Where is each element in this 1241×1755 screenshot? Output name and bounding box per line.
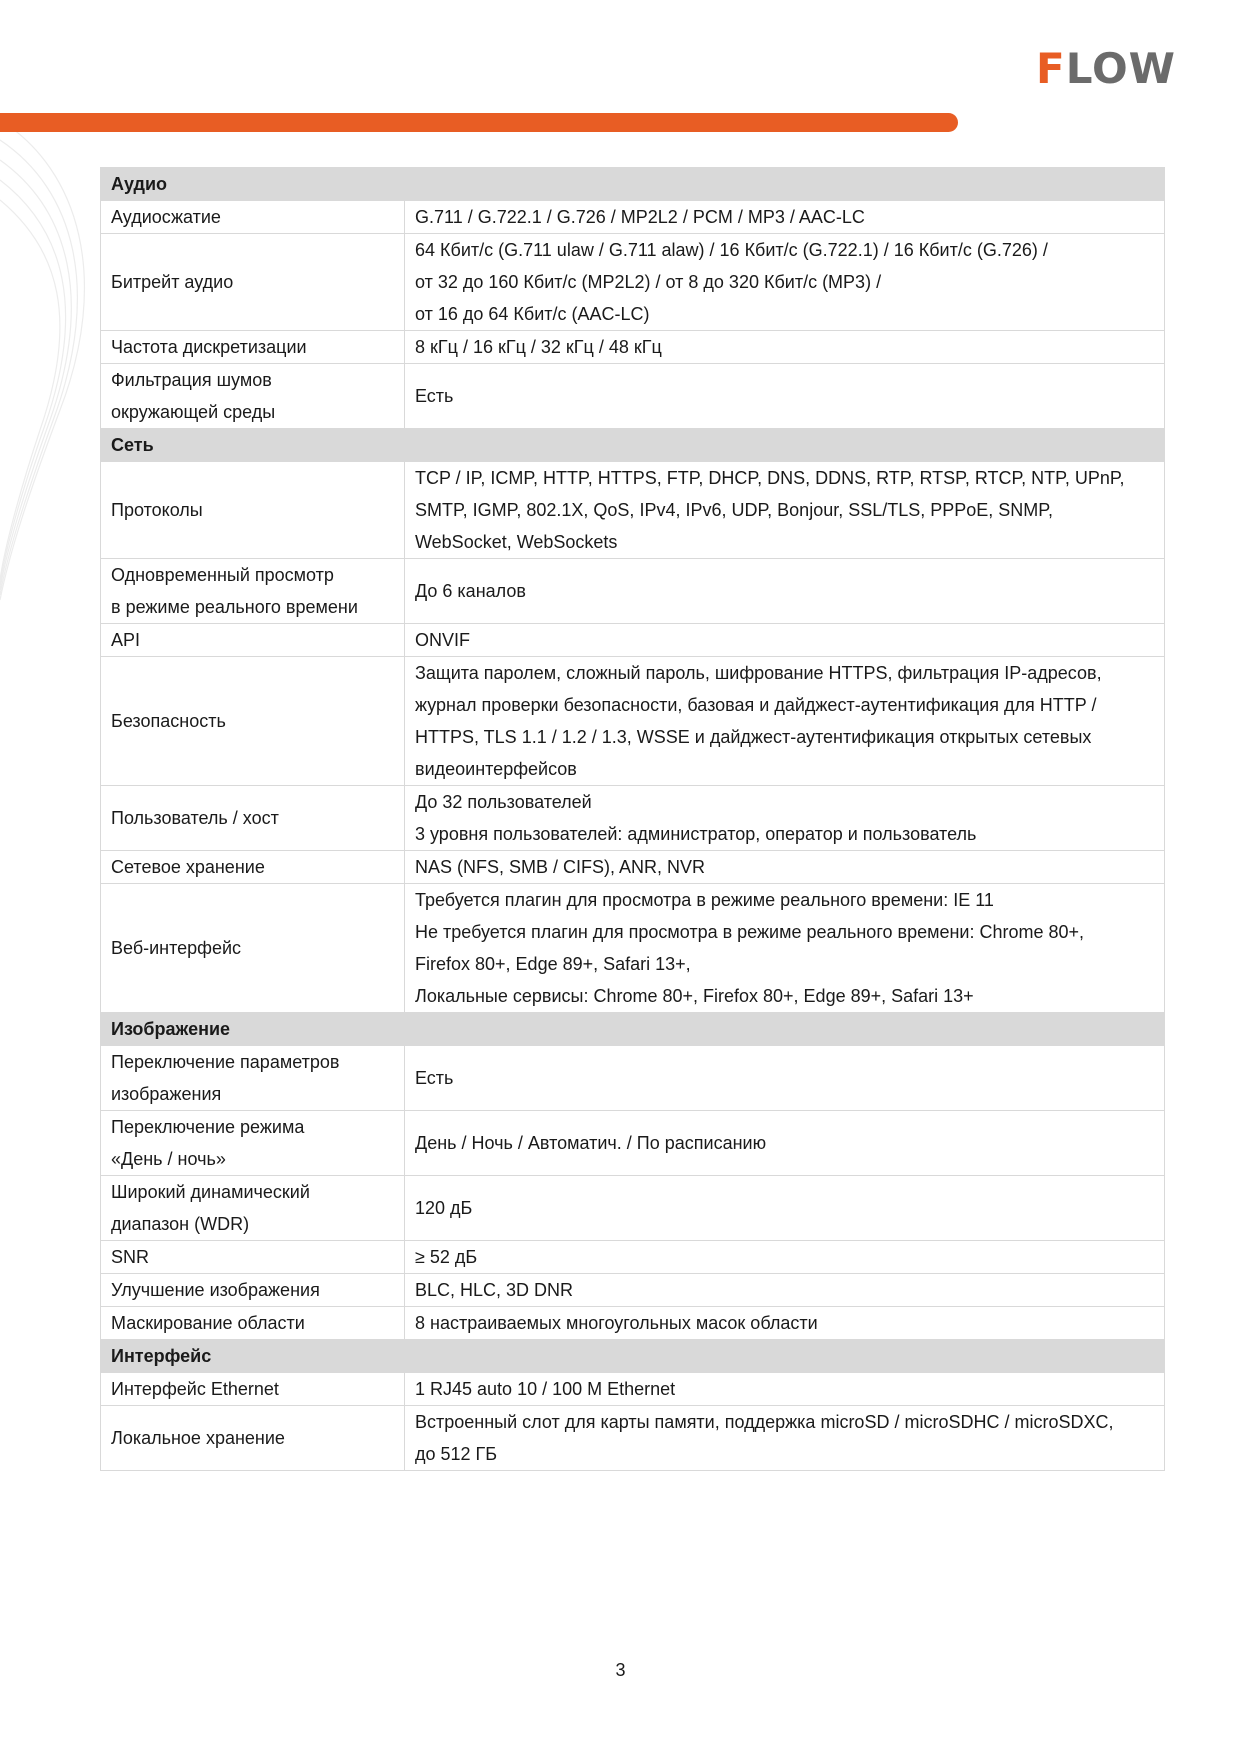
spec-row [101, 657, 1165, 786]
spec-value-cell [405, 1373, 1165, 1406]
spec-row [101, 1274, 1165, 1307]
spec-value: До 32 пользователей [415, 792, 592, 812]
section-header-row [101, 1013, 1165, 1046]
spec-row [101, 559, 1165, 624]
spec-value-cell [405, 657, 1165, 786]
spec-value: HTTPS, TLS 1.1 / 1.2 / 1.3, WSSE и дайджест-аутентификация открытых сетевых [415, 727, 1092, 747]
spec-label: окружающей среды [111, 402, 276, 422]
spec-label: Безопасность [111, 711, 226, 731]
spec-value: 64 Кбит/с (G.711 ulaw / G.711 alaw) / 16 Кбит/с (G.722.1) / 16 Кбит/с (G.726) / [415, 240, 1048, 260]
spec-value: Защита паролем, сложный пароль, шифрование HTTPS, фильтрация IP-адресов, [415, 663, 1102, 683]
page-number: 3 [615, 1660, 626, 1680]
spec-label-cell [101, 786, 405, 851]
section-header-row [101, 1340, 1165, 1373]
spec-value: 3 уровня пользователей: администратор, оператор и пользователь [415, 824, 977, 844]
spec-label-cell [101, 462, 405, 559]
spec-row [101, 884, 1165, 1013]
spec-row [101, 851, 1165, 884]
spec-value-cell [405, 559, 1165, 624]
spec-label: Переключение режима [111, 1117, 305, 1137]
spec-label: Веб-интерфейс [111, 938, 242, 958]
spec-label: Широкий динамический [111, 1182, 310, 1202]
spec-row [101, 1373, 1165, 1406]
spec-row [101, 462, 1165, 559]
spec-row [101, 331, 1165, 364]
flow-logo [1036, 43, 1176, 93]
section-title: Аудио [101, 168, 1165, 201]
spec-label-cell [101, 1046, 405, 1111]
spec-value: День / Ночь / Автоматич. / По расписанию [415, 1133, 767, 1153]
spec-label-cell [101, 624, 405, 657]
spec-value-cell [405, 1274, 1165, 1307]
logo-letter-f: F [1036, 43, 1066, 93]
spec-row [101, 1307, 1165, 1340]
spec-value: 120 дБ [415, 1198, 473, 1218]
spec-row [101, 1111, 1165, 1176]
spec-value: от 16 до 64 Кбит/с (AAC-LC) [415, 304, 650, 324]
spec-value: Встроенный слот для карты памяти, поддержка microSD / microSDHC / microSDXC, [415, 1412, 1114, 1432]
spec-label: Аудиосжатие [111, 207, 221, 227]
spec-value-cell [405, 851, 1165, 884]
spec-value-cell [405, 1241, 1165, 1274]
spec-value-cell [405, 624, 1165, 657]
section-header-row [101, 429, 1165, 462]
spec-label-cell [101, 331, 405, 364]
spec-label-cell [101, 1176, 405, 1241]
spec-label-cell [101, 1241, 405, 1274]
spec-value-cell [405, 364, 1165, 429]
section-title: Сеть [101, 429, 1165, 462]
spec-value: SMTP, IGMP, 802.1X, QoS, IPv4, IPv6, UDP, Bonjour, SSL/TLS, PPPoE, SNMP, [415, 500, 1053, 520]
spec-value: Firefox 80+, Edge 89+, Safari 13+, [415, 954, 691, 974]
spec-row [101, 1176, 1165, 1241]
spec-label-cell [101, 1406, 405, 1471]
logo-letters-low: LOW [1065, 43, 1176, 93]
spec-row [101, 1406, 1165, 1471]
spec-label: Маскирование области [111, 1313, 305, 1333]
spec-value: ONVIF [415, 630, 471, 650]
spec-value: 8 настраиваемых многоугольных масок области [415, 1313, 818, 1333]
spec-value: G.711 / G.722.1 / G.726 / MP2L2 / PCM / MP3 / AAC-LC [415, 207, 865, 227]
spec-value: ≥ 52 дБ [415, 1247, 478, 1267]
spec-value-cell [405, 884, 1165, 1013]
spec-label: API [111, 630, 141, 650]
spec-value: от 32 до 160 Кбит/с (MP2L2) / от 8 до 320 Кбит/с (MP3) / [415, 272, 882, 292]
spec-label-cell [101, 201, 405, 234]
spec-value-cell [405, 1406, 1165, 1471]
spec-label-cell [101, 657, 405, 786]
spec-value: Есть [415, 386, 454, 406]
spec-label-cell [101, 1274, 405, 1307]
section-title: Интерфейс [101, 1340, 1165, 1373]
spec-value-cell [405, 786, 1165, 851]
spec-label: Сетевое хранение [111, 857, 265, 877]
spec-row [101, 234, 1165, 331]
spec-label: Пользователь / хост [111, 808, 279, 828]
spec-value: Локальные сервисы: Chrome 80+, Firefox 80+, Edge 89+, Safari 13+ [415, 986, 974, 1006]
spec-row [101, 201, 1165, 234]
spec-value: Есть [415, 1068, 454, 1088]
spec-label: Фильтрация шумов [111, 370, 272, 390]
spec-value-cell [405, 1111, 1165, 1176]
spec-value: До 6 каналов [415, 581, 526, 601]
header-accent-bar [0, 113, 958, 132]
spec-label: Переключение параметров [111, 1052, 340, 1072]
spec-row [101, 624, 1165, 657]
spec-value: Не требуется плагин для просмотра в режиме реального времени: Chrome 80+, [415, 922, 1085, 942]
spec-value-cell [405, 462, 1165, 559]
spec-value: 8 кГц / 16 кГц / 32 кГц / 48 кГц [415, 337, 662, 357]
spec-label-cell [101, 884, 405, 1013]
spec-value: Требуется плагин для просмотра в режиме реального времени: IE 11 [415, 890, 994, 910]
spec-label-cell [101, 1373, 405, 1406]
spec-label-cell [101, 1307, 405, 1340]
spec-value: BLC, HLC, 3D DNR [415, 1280, 574, 1300]
spec-label: Улучшение изображения [111, 1280, 320, 1300]
spec-label: Одновременный просмотр [111, 565, 334, 585]
spec-label-cell [101, 1111, 405, 1176]
spec-value-cell [405, 1176, 1165, 1241]
spec-value: журнал проверки безопасности, базовая и дайджест-аутентификация для HTTP / [415, 695, 1097, 715]
spec-label-cell [101, 851, 405, 884]
spec-value: видеоинтерфейсов [415, 759, 577, 779]
spec-label: Локальное хранение [111, 1428, 285, 1448]
spec-value-cell [405, 1046, 1165, 1111]
spec-label: «День / ночь» [111, 1149, 226, 1169]
spec-label: Битрейт аудио [111, 272, 234, 292]
spec-row [101, 1241, 1165, 1274]
spec-row [101, 1046, 1165, 1111]
spec-value: NAS (NFS, SMB / CIFS), ANR, NVR [415, 857, 706, 877]
spec-label-cell [101, 234, 405, 331]
spec-value-cell [405, 234, 1165, 331]
spec-label-cell [101, 364, 405, 429]
spec-label: Частота дискретизации [111, 337, 307, 357]
spec-value-cell [405, 331, 1165, 364]
spec-label: SNR [111, 1247, 150, 1267]
spec-row [101, 364, 1165, 429]
spec-label: в режиме реального времени [111, 597, 358, 617]
spec-value: до 512 ГБ [415, 1444, 498, 1464]
spec-label: диапазон (WDR) [111, 1214, 250, 1234]
spec-label: изображения [111, 1084, 222, 1104]
spec-value-cell [405, 201, 1165, 234]
spec-value: WebSocket, WebSockets [415, 532, 618, 552]
spec-label: Протоколы [111, 500, 203, 520]
spec-value-cell [405, 1307, 1165, 1340]
spec-value: TCP / IP, ICMP, HTTP, HTTPS, FTP, DHCP, DNS, DDNS, RTP, RTSP, RTCP, NTP, UPnP, [415, 468, 1125, 488]
spec-value: 1 RJ45 auto 10 / 100 M Ethernet [415, 1379, 676, 1399]
section-title: Изображение [101, 1013, 1165, 1046]
spec-label-cell [101, 559, 405, 624]
spec-label: Интерфейс Ethernet [111, 1379, 279, 1399]
spec-table [100, 167, 1165, 1471]
spec-row [101, 786, 1165, 851]
section-header-row [101, 168, 1165, 201]
